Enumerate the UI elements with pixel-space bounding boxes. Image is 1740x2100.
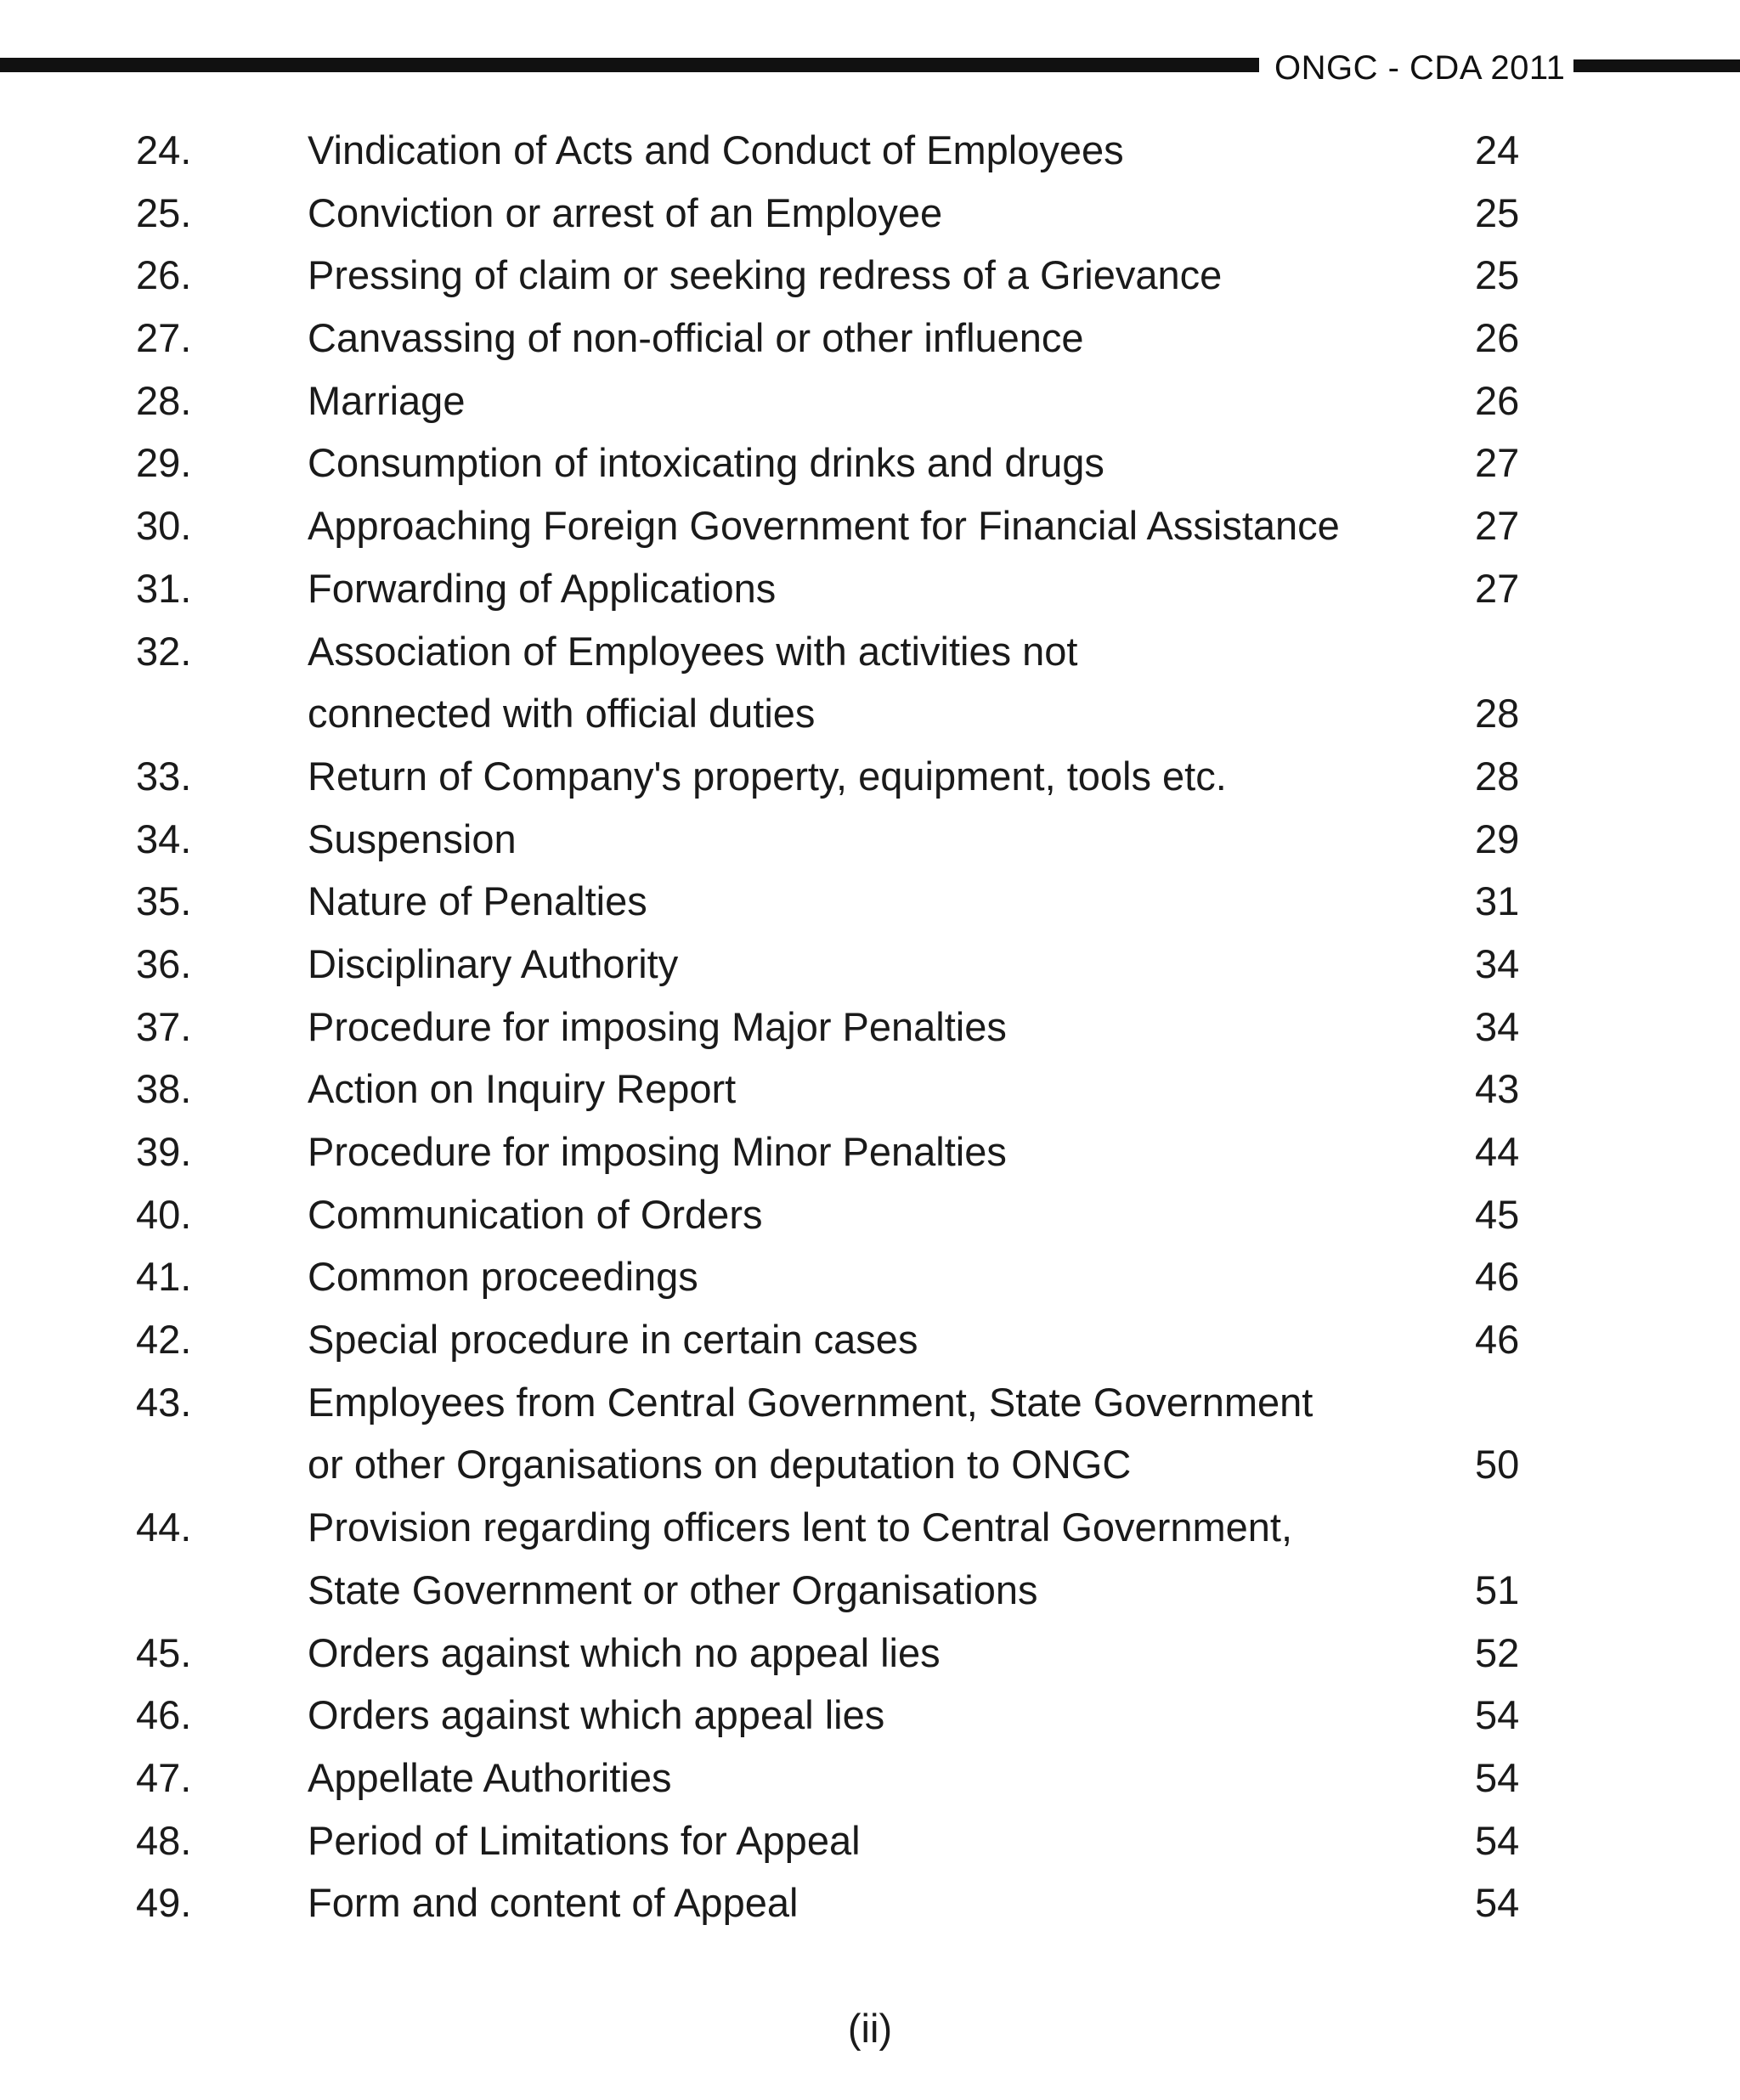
toc-entry (0, 494, 1740, 557)
toc-entry-title: connected with official duties (308, 691, 816, 737)
toc-entry-number: 28. (136, 377, 192, 423)
toc-entry (0, 1121, 1740, 1183)
toc-entry-page: 46 (1475, 1317, 1520, 1363)
toc-entry-number: 34. (136, 816, 192, 861)
toc-entry-number: 41. (136, 1254, 192, 1300)
toc-entry-continuation (0, 1559, 1740, 1622)
toc-entry-page: 54 (1475, 1754, 1520, 1800)
toc-entry (0, 432, 1740, 494)
toc-entry (0, 119, 1740, 182)
toc-entry (0, 557, 1740, 620)
toc-entry-page: 25 (1475, 189, 1520, 235)
toc-entry (0, 933, 1740, 996)
toc-entry-title: Conviction or arrest of an Employee (308, 189, 943, 235)
toc-entry-page: 54 (1475, 1817, 1520, 1863)
toc-entry-title: Orders against which no appeal lies (308, 1629, 941, 1675)
toc-entry-title: Forwarding of Applications (308, 565, 777, 611)
toc-entry-title: Special procedure in certain cases (308, 1317, 918, 1363)
toc-entry-page: 46 (1475, 1254, 1520, 1300)
toc-entry (0, 370, 1740, 432)
document-title: ONGC - CDA 2011 (1274, 49, 1566, 87)
toc-entry-number: 42. (136, 1317, 192, 1363)
toc-entry (0, 996, 1740, 1058)
toc-entry-page: 24 (1475, 127, 1520, 172)
toc-entry (0, 307, 1740, 370)
toc-entry-number: 40. (136, 1191, 192, 1237)
toc-entry-title: Approaching Foreign Government for Financial Assistance (308, 503, 1340, 549)
toc-entry-title: Return of Company's property, equipment, tools etc. (308, 753, 1227, 799)
toc-entry-title: Suspension (308, 816, 517, 861)
toc-entry (0, 1622, 1740, 1685)
toc-entry-page: 28 (1475, 753, 1520, 799)
toc-entry (0, 1371, 1740, 1434)
toc-entry-title: Appellate Authorities (308, 1754, 672, 1800)
toc-entry-title: Procedure for imposing Minor Penalties (308, 1129, 1007, 1174)
toc-entry-title: Canvassing of non-official or other influence (308, 315, 1084, 361)
toc-entry-title: or other Organisations on deputation to ONGC (308, 1442, 1132, 1488)
toc-entry-page: 34 (1475, 940, 1520, 986)
toc-entry-number: 47. (136, 1754, 192, 1800)
toc-entry (0, 1684, 1740, 1747)
toc-entry-page: 54 (1475, 1880, 1520, 1926)
toc-entry-number: 32. (136, 628, 192, 674)
toc-entry-number: 33. (136, 753, 192, 799)
toc-entry (0, 1496, 1740, 1559)
toc-entry-page: 34 (1475, 1003, 1520, 1049)
toc-entry-title: Period of Limitations for Appeal (308, 1817, 861, 1863)
toc-entry-page: 26 (1475, 315, 1520, 361)
toc-entry-title: Orders against which appeal lies (308, 1692, 885, 1738)
toc-entry-page: 51 (1475, 1567, 1520, 1612)
toc-entry (0, 1308, 1740, 1371)
toc-entry-page: 44 (1475, 1129, 1520, 1174)
toc-entry-title: Form and content of Appeal (308, 1880, 799, 1926)
toc-entry-page: 28 (1475, 691, 1520, 737)
toc-entry-page: 45 (1475, 1191, 1520, 1237)
toc-entry-title: Provision regarding officers lent to Central Government, (308, 1504, 1293, 1550)
toc-entry-title: State Government or other Organisations (308, 1567, 1038, 1612)
toc-entry (0, 1809, 1740, 1872)
toc-entry (0, 1058, 1740, 1121)
toc-entry-title: Disciplinary Authority (308, 940, 679, 986)
toc-entry (0, 745, 1740, 808)
toc-entry (0, 1747, 1740, 1809)
toc-entry-title: Common proceedings (308, 1254, 698, 1300)
toc-entry-number: 39. (136, 1129, 192, 1174)
toc-entry-number: 24. (136, 127, 192, 172)
toc-entry-number: 43. (136, 1379, 192, 1425)
toc-entry-title: Consumption of intoxicating drinks and drugs (308, 440, 1104, 486)
toc-entry-title: Association of Employees with activities not (308, 628, 1078, 674)
header-rule-right (1573, 59, 1740, 72)
toc-entry-page: 31 (1475, 878, 1520, 924)
toc-entry-continuation (0, 682, 1740, 745)
toc-entry (0, 1245, 1740, 1308)
toc-entry-number: 44. (136, 1504, 192, 1550)
toc-entry-page: 50 (1475, 1442, 1520, 1488)
toc-entry-number: 26. (136, 252, 192, 298)
toc-entry-number: 46. (136, 1692, 192, 1738)
toc-entry (0, 620, 1740, 683)
toc-entry-number: 29. (136, 440, 192, 486)
toc-entry-number: 49. (136, 1880, 192, 1926)
toc-entry-page: 43 (1475, 1066, 1520, 1112)
toc-entry-number: 48. (136, 1817, 192, 1863)
toc-entry-number: 45. (136, 1629, 192, 1675)
toc-entry-page: 52 (1475, 1629, 1520, 1675)
toc-entry (0, 1183, 1740, 1246)
toc-entry-page: 29 (1475, 816, 1520, 861)
toc-entry-page: 27 (1475, 565, 1520, 611)
toc-entry-title: Communication of Orders (308, 1191, 763, 1237)
toc-entry (0, 244, 1740, 307)
toc-entry-page: 54 (1475, 1692, 1520, 1738)
toc-entry-title: Marriage (308, 377, 466, 423)
toc-entry-page: 26 (1475, 377, 1520, 423)
toc-entry-number: 36. (136, 940, 192, 986)
toc-entry-continuation (0, 1433, 1740, 1496)
toc-entry-number: 30. (136, 503, 192, 549)
toc-entry-page: 27 (1475, 503, 1520, 549)
toc-entry-number: 38. (136, 1066, 192, 1112)
toc-entry (0, 808, 1740, 871)
toc-entry-title: Nature of Penalties (308, 878, 647, 924)
toc-entry-title: Employees from Central Government, State Government (308, 1379, 1313, 1425)
toc-entry-number: 37. (136, 1003, 192, 1049)
toc-entry-number: 25. (136, 189, 192, 235)
toc-entry-title: Vindication of Acts and Conduct of Employees (308, 127, 1124, 172)
toc-entry-title: Procedure for imposing Major Penalties (308, 1003, 1007, 1049)
toc-entry-page: 27 (1475, 440, 1520, 486)
toc-entry-number: 27. (136, 315, 192, 361)
toc-entry-number: 31. (136, 565, 192, 611)
page-number: (ii) (847, 2006, 893, 2051)
toc-entry (0, 1871, 1740, 1934)
toc-entry (0, 182, 1740, 245)
table-of-contents (0, 119, 1740, 1934)
toc-entry-number: 35. (136, 878, 192, 924)
toc-entry-page: 25 (1475, 252, 1520, 298)
toc-entry-title: Pressing of claim or seeking redress of a Grievance (308, 252, 1223, 298)
toc-entry-title: Action on Inquiry Report (308, 1066, 737, 1112)
toc-entry (0, 870, 1740, 933)
header-rule-left (0, 58, 1259, 72)
